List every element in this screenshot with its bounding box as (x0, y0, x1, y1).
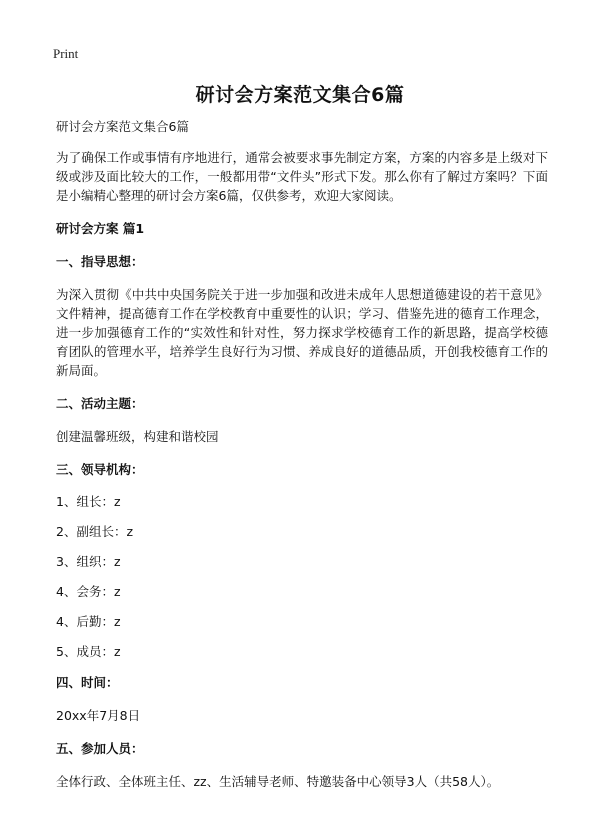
role-deputy-leader: 2、副组长：z (56, 524, 134, 539)
intro-paragraph: 为了确保工作或事情有序地进行，通常会被要求事先制定方案，方案的内容多是上级对下级或涉及面比较大的工作，一般都用带“文件头”形式下发。那么你有了解过方案吗？下面是小编精心整理的研讨会方案6篇，仅供参考，欢迎大家阅读。 (56, 150, 548, 203)
document-title: 研讨会方案范文集合6篇 (195, 84, 405, 106)
article-body (56, 117, 548, 805)
participants-text: 全体行政、全体班主任、zz、生活辅导老师、特邀装备中心领导3人（共58人）。 (56, 774, 500, 789)
heading-activity-theme: 二、活动主题： (56, 396, 144, 411)
article-subtitle: 研讨会方案范文集合6篇 (56, 119, 189, 134)
role-conference-affairs: 4、会务：z (56, 584, 121, 599)
heading-leadership: 三、领导机构： (56, 462, 144, 477)
heading-participants: 五、参加人员： (56, 741, 144, 756)
heading-time: 四、时间： (56, 675, 119, 690)
role-members: 5、成员：z (56, 644, 121, 659)
guiding-ideology-paragraph: 为深入贯彻《中共中央国务院关于进一步加强和改进未成年人思想道德建设的若干意见》文件精神，提高德育工作在学校教育中重要性的认识；学习、借鉴先进的德育工作理念，进一步加强德育工作的“实效性和针对性，努力探求学校德育工作的新思路，提高学校德育团队的管理水平，培养学生良好行为习惯、养成良好的道德品质，开创我校德育工作的新局面。 (56, 287, 548, 378)
role-logistics: 4、后勤：z (56, 614, 121, 629)
role-organizer: 3、组织：z (56, 554, 121, 569)
activity-theme-text: 创建温馨班级，构建和谐校园 (56, 429, 219, 444)
print-link[interactable]: Print (53, 46, 79, 61)
section-title: 研讨会方案 篇1 (56, 221, 145, 236)
role-leader: 1、组长：z (56, 494, 121, 509)
time-text: 20xx年7月8日 (56, 708, 141, 723)
heading-guiding-ideology: 一、指导思想： (56, 254, 144, 269)
